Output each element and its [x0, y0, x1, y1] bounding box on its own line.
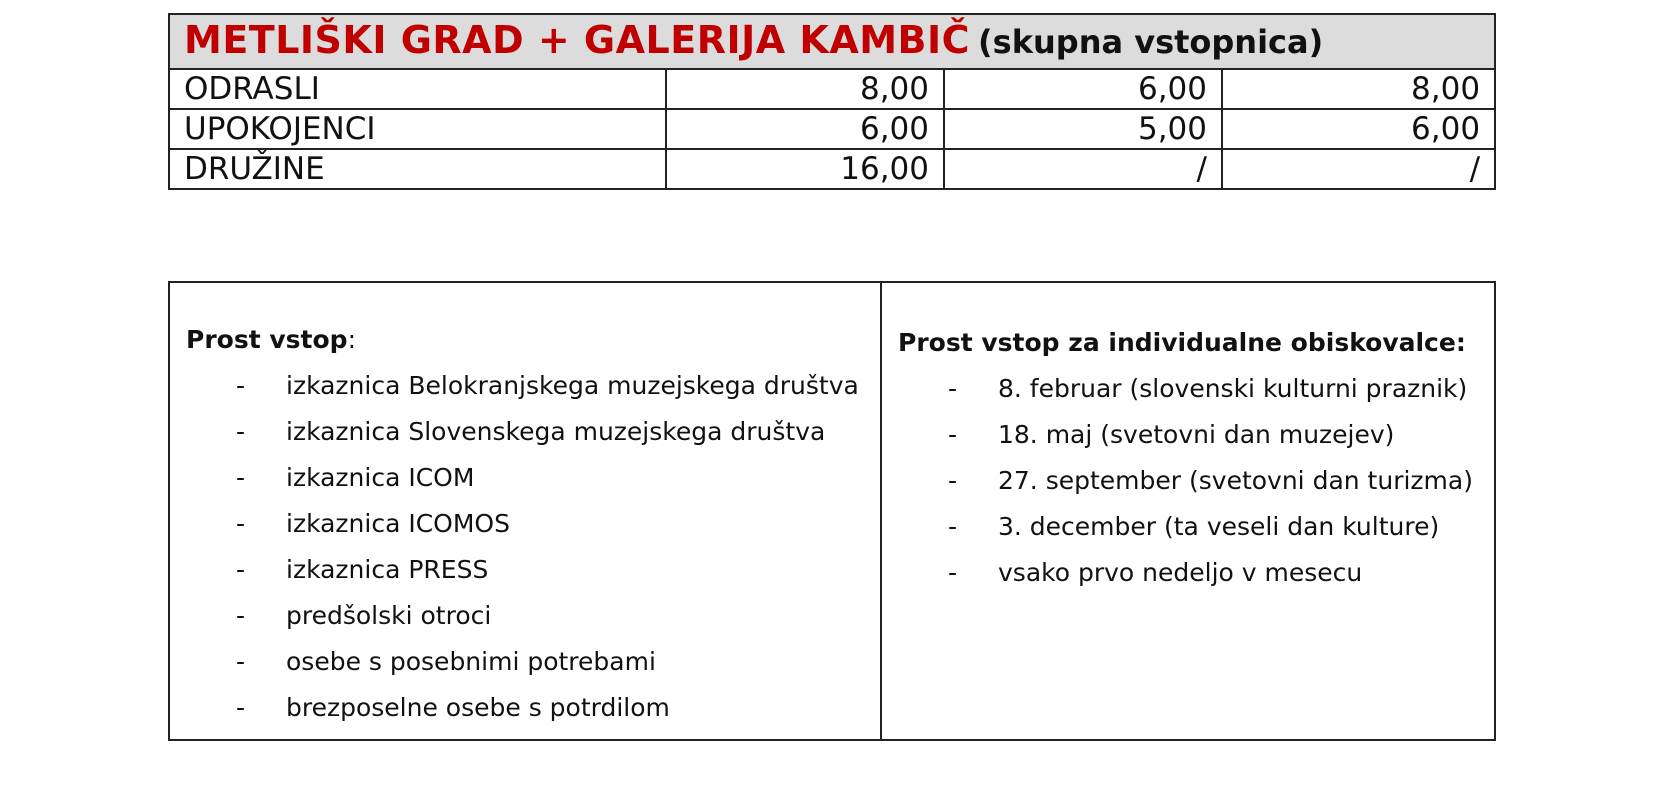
list-item: [882, 420, 1494, 466]
list-item: [170, 647, 880, 693]
price-table-subtitle: (skupna vstopnica): [978, 23, 1324, 61]
list-item-text: 8. februar (slovenski kulturni praznik): [998, 374, 1468, 403]
price-cell: 8,00: [666, 69, 944, 109]
list-item: [170, 693, 880, 739]
list-item-text: izkaznica Slovenskega muzejskega društva: [286, 417, 826, 446]
row-label-families: DRUŽINE: [169, 149, 666, 189]
free-entry-heading-text: Prost vstop: [186, 325, 348, 354]
price-cell: 6,00: [944, 69, 1222, 109]
list-item: [170, 463, 880, 509]
list-dash: -: [236, 555, 246, 584]
list-dash: -: [948, 466, 958, 495]
list-item-text: izkaznica ICOMOS: [286, 509, 510, 538]
price-cell: 6,00: [1222, 109, 1495, 149]
list-item-text: vsako prvo nedeljo v mesecu: [998, 558, 1363, 587]
price-cell: 6,00: [666, 109, 944, 149]
list-item-text: izkaznica Belokranjskega muzejskega društva: [286, 371, 859, 400]
list-dash: -: [948, 420, 958, 449]
free-entry-heading: [186, 325, 356, 354]
list-item: [882, 512, 1494, 558]
list-item-text: 18. maj (svetovni dan muzejev): [998, 420, 1395, 449]
free-entry-right-column: [882, 283, 1494, 739]
table-row: [169, 69, 1495, 109]
list-dash: -: [948, 558, 958, 587]
list-dash: -: [236, 647, 246, 676]
table-row: [169, 149, 1495, 189]
free-entry-list: [170, 371, 880, 739]
price-table-header-row: [169, 14, 1495, 69]
list-item-text: predšolski otroci: [286, 601, 492, 630]
row-label-adults: ODRASLI: [169, 69, 666, 109]
price-cell: 16,00: [666, 149, 944, 189]
list-item-text: izkaznica PRESS: [286, 555, 489, 584]
free-days-heading-text: Prost vstop za individualne obiskovalce:: [898, 328, 1466, 357]
price-cell: /: [1222, 149, 1495, 189]
list-item-text: 3. december (ta veseli dan kulture): [998, 512, 1440, 541]
list-item-text: osebe s posebnimi potrebami: [286, 647, 656, 676]
price-cell: /: [944, 149, 1222, 189]
row-label-pensioners: UPOKOJENCI: [169, 109, 666, 149]
free-days-list: [882, 374, 1494, 604]
list-dash: -: [948, 512, 958, 541]
list-dash: -: [236, 417, 246, 446]
price-table-title-cell: [169, 14, 1495, 69]
free-entry-heading-colon: :: [347, 325, 356, 354]
free-entry-box: [168, 281, 1496, 741]
price-cell: 8,00: [1222, 69, 1495, 109]
price-table-title: METLIŠKI GRAD + GALERIJA KAMBIČ: [184, 18, 971, 62]
list-item: [170, 601, 880, 647]
table-row: [169, 109, 1495, 149]
list-dash: -: [236, 693, 246, 722]
list-item: [170, 417, 880, 463]
free-entry-left-column: [170, 283, 882, 739]
list-dash: -: [236, 601, 246, 630]
list-dash: -: [236, 509, 246, 538]
list-dash: -: [948, 374, 958, 403]
list-item: [170, 371, 880, 417]
price-table: [168, 13, 1496, 190]
list-item: [882, 558, 1494, 604]
list-dash: -: [236, 371, 246, 400]
list-item: [882, 374, 1494, 420]
list-item: [882, 466, 1494, 512]
free-days-heading: [898, 328, 1466, 357]
list-item: [170, 509, 880, 555]
list-dash: -: [236, 463, 246, 492]
list-item: [170, 555, 880, 601]
list-item-text: brezposelne osebe s potrdilom: [286, 693, 670, 722]
list-item-text: izkaznica ICOM: [286, 463, 475, 492]
price-cell: 5,00: [944, 109, 1222, 149]
list-item-text: 27. september (svetovni dan turizma): [998, 466, 1473, 495]
